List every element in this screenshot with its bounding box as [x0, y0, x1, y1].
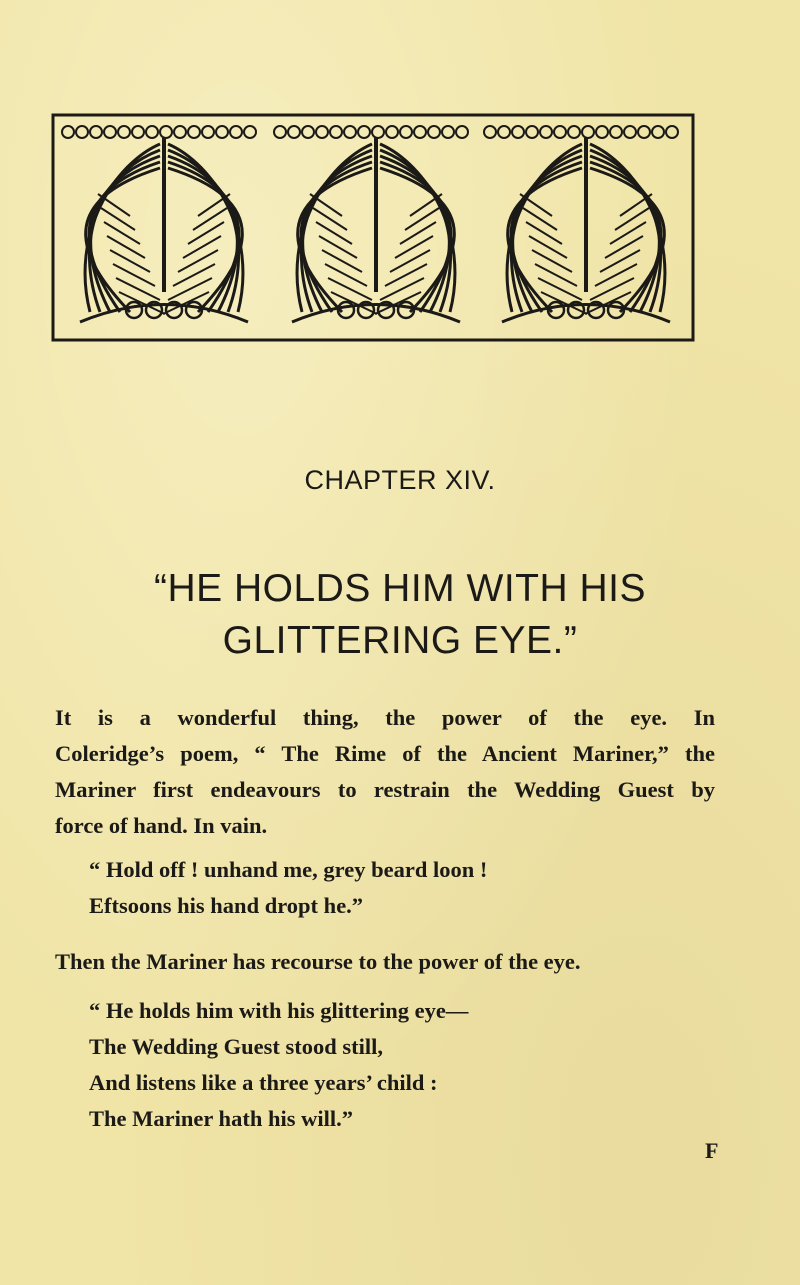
ornament-panel [484, 126, 678, 322]
verse-line: The Mariner hath his will.” [89, 1106, 353, 1131]
verse-quote [89, 993, 749, 1137]
chapter-title [0, 563, 800, 667]
verse-line: The Wedding Guest stood still, [89, 1034, 384, 1059]
text-line: force of hand. In vain. [55, 813, 268, 838]
chapter-title-line: “HE HOLDS HIM WITH HIS [153, 567, 646, 610]
ornament-panel [274, 126, 468, 322]
text-line: Mariner first endeavours to restrain the Wedding Guest by [55, 777, 715, 802]
paragraph [55, 700, 715, 844]
ornament-panel [62, 126, 256, 322]
verse-line: “ Hold off ! unhand me, grey beard loon ! [89, 857, 488, 882]
ornamental-headpiece [50, 112, 698, 344]
verse-line: Eftsoons his hand dropt he.” [89, 893, 364, 918]
chapter-title-line: GLITTERING EYE.” [222, 619, 578, 662]
verse-line: “ He holds him with his glittering eye— [89, 998, 469, 1023]
verse-quote [89, 852, 749, 924]
chapter-heading: CHAPTER XIV. [304, 465, 496, 495]
text-line: Coleridge’s poem, “ The Rime of the Ancient Mariner,” the [55, 741, 715, 766]
text-line: Then the Mariner has recourse to the power of the eye. [55, 949, 581, 974]
text-line: It is a wonderful thing, the power of the eye. In [55, 705, 715, 730]
verse-line: And listens like a three years’ child : [89, 1070, 438, 1095]
paragraph [55, 944, 715, 980]
signature-mark: F [705, 1138, 719, 1163]
